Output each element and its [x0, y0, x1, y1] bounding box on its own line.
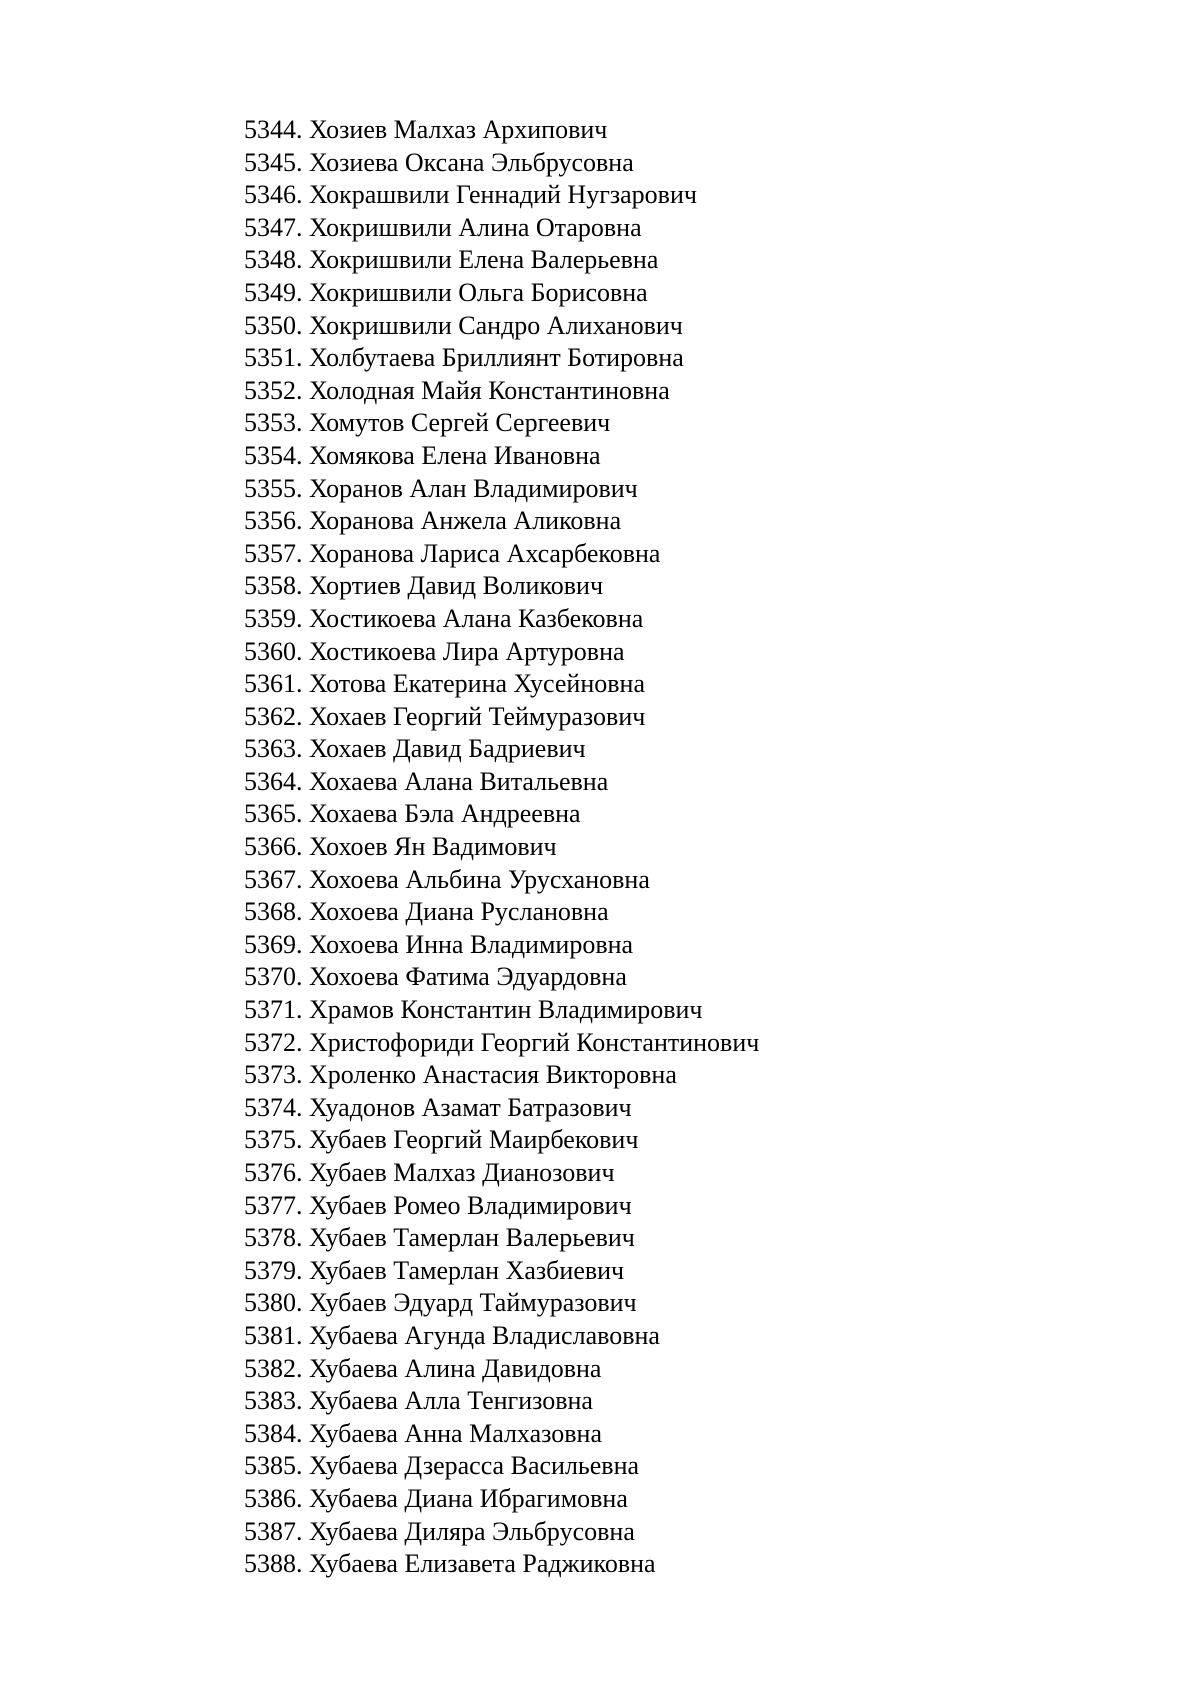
entry-name: Хубаева Алина Давидовна: [309, 1353, 602, 1383]
entry-number: 5361.: [244, 669, 303, 699]
list-item: [244, 831, 759, 864]
entry-name: Хохаев Давид Бадриевич: [309, 734, 586, 764]
list-item: [244, 1320, 759, 1353]
list-item: [244, 538, 759, 571]
entry-name: Хокришвили Сандро Алиханович: [309, 310, 683, 340]
entry-name: Хубаев Георгий Маирбекович: [309, 1125, 639, 1155]
entry-name: Хохоева Альбина Урусхановна: [309, 864, 650, 894]
entry-name: Хубаев Тамерлан Валерьевич: [309, 1223, 635, 1253]
entry-number: 5381.: [244, 1320, 303, 1350]
list-item: [244, 505, 759, 538]
entry-name: Христофориди Георгий Константинович: [309, 1027, 760, 1057]
entry-name: Хохаева Алана Витальевна: [309, 766, 609, 796]
name-list: [244, 114, 759, 1581]
list-item: [244, 1059, 759, 1092]
list-item: [244, 1418, 759, 1451]
list-item: [244, 277, 759, 310]
list-item: [244, 1353, 759, 1386]
list-item: [244, 896, 759, 929]
entry-number: 5364.: [244, 766, 303, 796]
list-item: [244, 1157, 759, 1190]
list-item: [244, 798, 759, 831]
entry-name: Хокришвили Елена Валерьевна: [309, 245, 659, 275]
entry-number: 5357.: [244, 538, 303, 568]
entry-number: 5345.: [244, 147, 303, 177]
list-item: [244, 1385, 759, 1418]
list-item: [244, 668, 759, 701]
list-item: [244, 1450, 759, 1483]
entry-name: Хозиев Малхаз Архипович: [309, 115, 608, 144]
list-item: [244, 1222, 759, 1255]
list-item: [244, 766, 759, 799]
entry-name: Хохоева Диана Руслановна: [309, 897, 609, 927]
entry-number: 5359.: [244, 603, 303, 633]
list-item: [244, 407, 759, 440]
entry-name: Хубаева Алла Тенгизовна: [309, 1386, 593, 1416]
entry-number: 5374.: [244, 1092, 303, 1122]
entry-name: Хубаева Елизавета Раджиковна: [309, 1549, 656, 1579]
entry-number: 5347.: [244, 212, 303, 242]
entry-number: 5349.: [244, 277, 303, 307]
list-item: [244, 310, 759, 343]
list-item: [244, 1027, 759, 1060]
entry-name: Хубаев Эдуард Таймуразович: [309, 1288, 637, 1318]
list-item: [244, 1092, 759, 1125]
entry-number: 5378.: [244, 1223, 303, 1253]
entry-number: 5354.: [244, 440, 303, 470]
entry-name: Хубаев Малхаз Дианозович: [309, 1158, 615, 1187]
entry-number: 5376.: [244, 1158, 303, 1187]
list-item: [244, 147, 759, 180]
entry-number: 5370.: [244, 962, 303, 992]
entry-number: 5351.: [244, 343, 303, 373]
entry-number: 5384.: [244, 1418, 303, 1448]
entry-number: 5366.: [244, 832, 303, 862]
entry-number: 5387.: [244, 1516, 303, 1546]
list-item: [244, 1483, 759, 1516]
list-item: [244, 1287, 759, 1320]
entry-name: Хоранов Алан Владимирович: [309, 473, 638, 503]
entry-number: 5367.: [244, 864, 303, 894]
entry-name: Хозиева Оксана Эльбрусовна: [309, 147, 634, 177]
list-item: [244, 603, 759, 636]
list-item: [244, 1190, 759, 1223]
entry-name: Хостикоева Алана Казбековна: [309, 603, 644, 633]
entry-name: Хокришвили Ольга Борисовна: [309, 277, 648, 307]
entry-number: 5348.: [244, 245, 303, 275]
entry-name: Хохоев Ян Вадимович: [309, 832, 557, 862]
list-item: [244, 733, 759, 766]
entry-name: Холодная Майя Константиновна: [309, 375, 670, 405]
entry-number: 5379.: [244, 1255, 303, 1285]
entry-name: Хубаева Диана Ибрагимовна: [309, 1483, 628, 1513]
entry-number: 5350.: [244, 310, 303, 340]
list-item: [244, 1255, 759, 1288]
entry-name: Хокришвили Алина Отаровна: [309, 212, 642, 242]
entry-number: 5356.: [244, 506, 303, 536]
list-item: [244, 994, 759, 1027]
entry-name: Хохоева Инна Владимировна: [309, 929, 634, 959]
entry-number: 5372.: [244, 1027, 303, 1057]
entry-name: Храмов Константин Владимирович: [309, 995, 703, 1025]
entry-name: Хомякова Елена Ивановна: [309, 440, 601, 470]
list-item: [244, 929, 759, 962]
entry-number: 5375.: [244, 1125, 303, 1155]
list-item: [244, 179, 759, 212]
list-item: [244, 114, 759, 147]
entry-number: 5385.: [244, 1451, 303, 1481]
list-item: [244, 375, 759, 408]
list-item: [244, 342, 759, 375]
list-item: [244, 212, 759, 245]
entry-name: Хубаева Диляра Эльбрусовна: [309, 1516, 635, 1546]
entry-name: Хостикоева Лира Артуровна: [309, 636, 625, 666]
entry-number: 5360.: [244, 636, 303, 666]
entry-number: 5388.: [244, 1549, 303, 1579]
entry-number: 5352.: [244, 375, 303, 405]
entry-number: 5355.: [244, 473, 303, 503]
list-item: [244, 1516, 759, 1549]
list-item: [244, 864, 759, 897]
entry-number: 5382.: [244, 1353, 303, 1383]
entry-name: Хохоева Фатима Эдуардовна: [309, 962, 627, 992]
entry-number: 5346.: [244, 180, 303, 210]
list-item: [244, 244, 759, 277]
entry-name: Хроленко Анастасия Викторовна: [309, 1060, 677, 1090]
list-item: [244, 1124, 759, 1157]
entry-number: 5373.: [244, 1060, 303, 1090]
entry-name: Хоранова Анжела Аликовна: [309, 506, 622, 536]
entry-name: Хокрашвили Геннадий Нугзарович: [309, 180, 697, 210]
entry-number: 5363.: [244, 734, 303, 764]
entry-name: Холбутаева Бриллиянт Ботировна: [309, 343, 684, 373]
entry-number: 5368.: [244, 897, 303, 927]
entry-name: Хохаев Георгий Теймуразович: [309, 701, 646, 731]
entry-name: Хубаев Ромео Владимирович: [309, 1190, 632, 1220]
entry-number: 5380.: [244, 1288, 303, 1318]
entry-name: Хуадонов Азамат Батразович: [309, 1092, 632, 1122]
entry-number: 5386.: [244, 1483, 303, 1513]
entry-number: 5358.: [244, 571, 303, 601]
entry-name: Хохаева Бэла Андреевна: [309, 799, 581, 829]
entry-name: Хубаева Анна Малхазовна: [309, 1418, 602, 1448]
entry-number: 5377.: [244, 1190, 303, 1220]
entry-name: Хомутов Сергей Сергеевич: [309, 408, 611, 438]
entry-number: 5383.: [244, 1386, 303, 1416]
entry-number: 5362.: [244, 701, 303, 731]
list-item: [244, 636, 759, 669]
list-item: [244, 701, 759, 734]
entry-name: Хубаева Дзерасса Васильевна: [309, 1451, 640, 1481]
list-item: [244, 961, 759, 994]
entry-number: 5369.: [244, 929, 303, 959]
list-item: [244, 570, 759, 603]
entry-name: Хотова Екатерина Хусейновна: [309, 669, 645, 699]
entry-name: Хортиев Давид Воликович: [309, 571, 604, 601]
entry-number: 5365.: [244, 799, 303, 829]
list-item: [244, 440, 759, 473]
entry-name: Хоранова Лариса Ахсарбековна: [309, 538, 661, 568]
entry-name: Хубаев Тамерлан Хазбиевич: [309, 1255, 625, 1285]
entry-name: Хубаева Агунда Владиславовна: [309, 1320, 660, 1350]
list-item: [244, 1548, 759, 1581]
entry-number: 5344.: [244, 115, 303, 144]
list-item: [244, 473, 759, 506]
entry-number: 5353.: [244, 408, 303, 438]
entry-number: 5371.: [244, 995, 303, 1025]
